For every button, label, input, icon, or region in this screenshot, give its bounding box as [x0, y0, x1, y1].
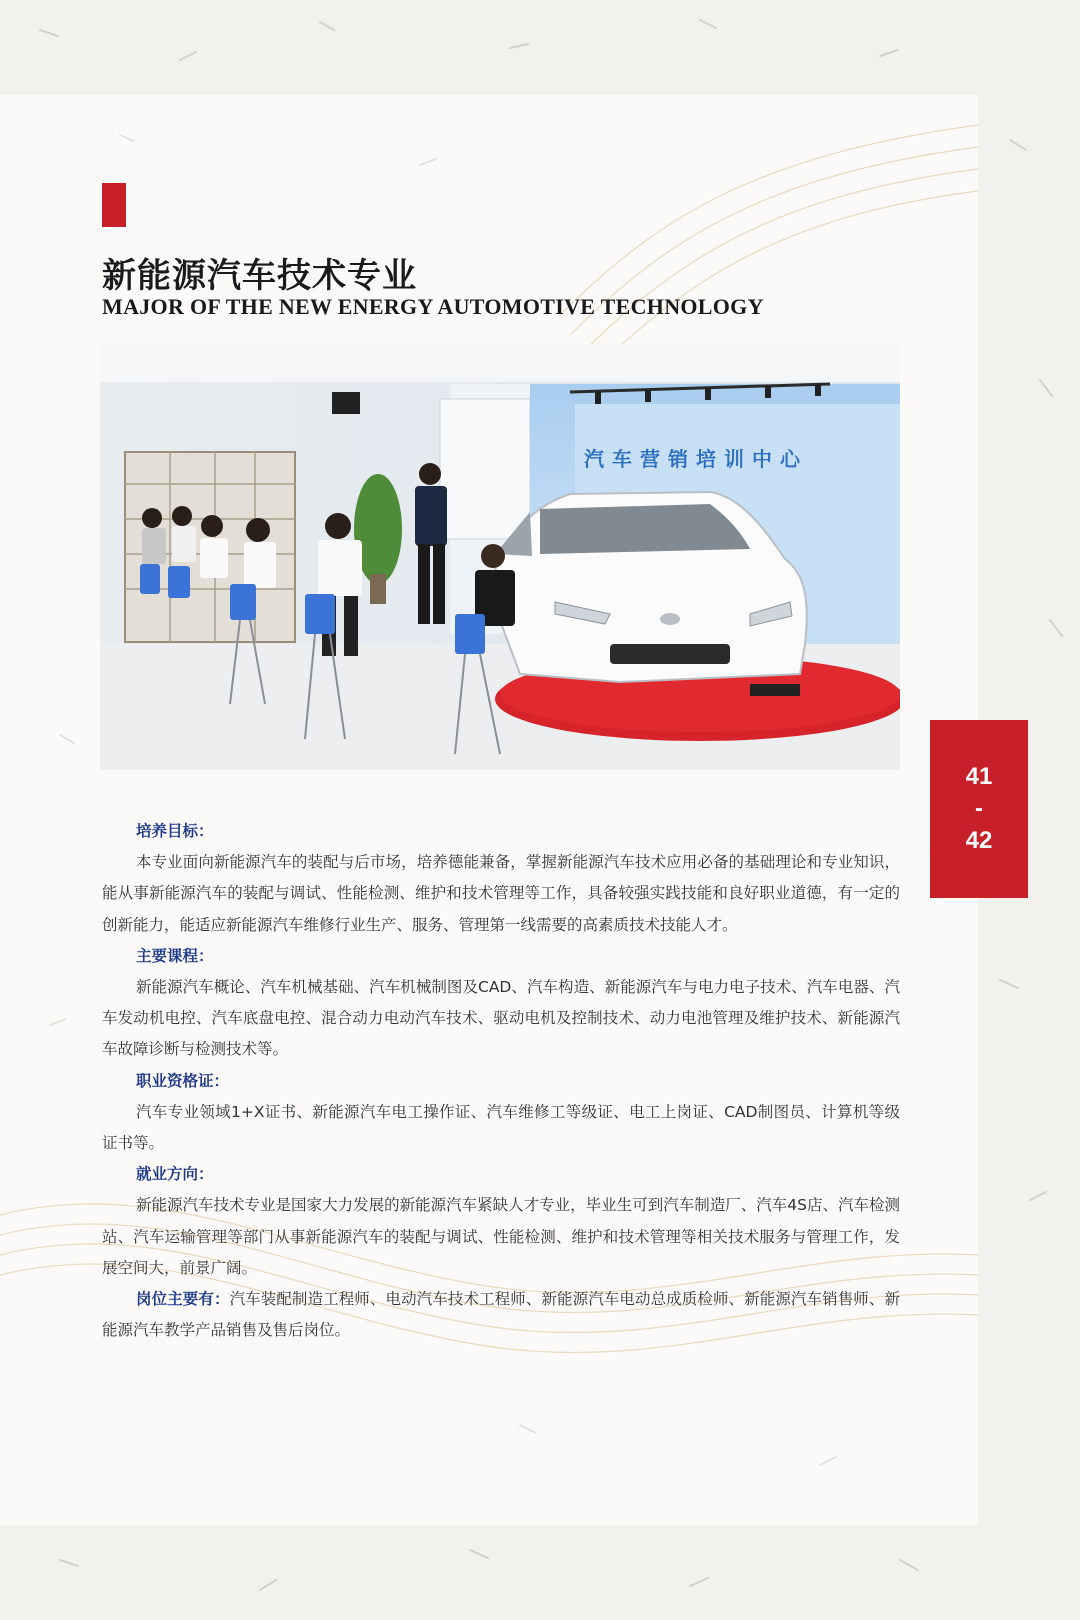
accent-red-bar: [102, 183, 126, 227]
page-subtitle-english: MAJOR OF THE NEW ENERGY AUTOMOTIVE TECHNOLOGY: [102, 294, 764, 319]
classroom-photo: [100, 344, 900, 770]
section-text-main-courses: 新能源汽车概论、汽车机械基础、汽车机械制图及CAD、汽车构造、新能源汽车与电力电子技术、汽车电器、汽车发动机电控、汽车底盘电控、混合动力电动汽车技术、驱动电机及控制技术、动力电池管理及维护技术、新能源汽车故障诊断与检测技术等。: [102, 978, 900, 1059]
page-number-tab: [930, 720, 1028, 898]
section-text-positions: 汽车装配制造工程师、电动汽车技术工程师、新能源汽车电动总成质检师、新能源汽车销售师、新能源汽车教学产品销售及售后岗位。: [102, 1290, 900, 1340]
section-text-training-goal: 本专业面向新能源汽车的装配与后市场，培养德能兼备，掌握新能源汽车技术应用必备的基础理论和专业知识，能从事新能源汽车的装配与调试、性能检测、维护和技术管理等工作，具备较强实践技能和良好职业道德，有一定的创新能力，能适应新能源汽车维修行业生产、服务、管理第一线需要的高素质技术技能人才。: [102, 853, 900, 934]
body-text: [102, 816, 900, 1346]
photo-sign-text: 汽车营销培训中心: [584, 447, 808, 471]
page-number-separator: -: [975, 795, 983, 822]
page-number-right: 42: [965, 827, 993, 854]
section-text-employment: 新能源汽车技术专业是国家大力发展的新能源汽车紧缺人才专业，毕业生可到汽车制造厂、汽车4S店、汽车检测站、汽车运输管理等部门从事新能源汽车的装配与调试、性能检测、维护和技术管理等相关技术服务与管理工作，发展空间大，前景广阔。: [102, 1196, 900, 1277]
page-title: 新能源汽车技术专业: [102, 256, 417, 296]
section-heading-training-goal: 培养目标：: [136, 822, 214, 840]
page-number-left: 41: [965, 763, 993, 790]
section-heading-main-courses: 主要课程：: [136, 946, 214, 965]
section-positions: [102, 1284, 900, 1346]
section-heading-certificates: 职业资格证：: [136, 1071, 230, 1090]
section-heading-employment: 就业方向：: [136, 1165, 214, 1184]
section-heading-positions: 岗位主要有：: [136, 1290, 230, 1309]
section-text-certificates: 汽车专业领域1+X证书、新能源汽车电工操作证、汽车维修工等级证、电工上岗证、CAD制图员、计算机等级证书等。: [102, 1102, 900, 1153]
